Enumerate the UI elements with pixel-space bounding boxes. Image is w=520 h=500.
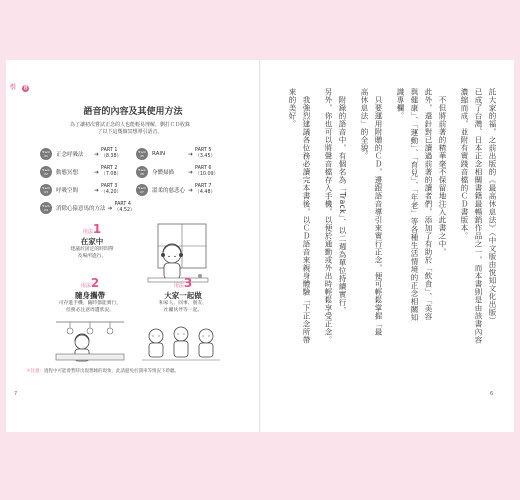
track-part: PART 2 （7.08）: [101, 166, 122, 177]
body-column: 濃縮而成，並附有實踐音檔的ＣＤ書版本。: [460, 88, 469, 240]
track-part: PART 1 （8.38）: [101, 148, 122, 159]
track-badge: Track 05: [136, 148, 148, 160]
track-name: 動態冥想: [56, 170, 79, 176]
track-row: [40, 200, 135, 216]
body-column: 我強烈建議各位務必讀完本書後，以ＣＤ語音來親身體驗「下正念所帶: [302, 96, 311, 344]
track-row: [136, 164, 218, 180]
track-name: 呼吸空間: [56, 188, 79, 194]
arrow-right-icon: ➜: [188, 168, 194, 176]
arrow-right-icon: ➜: [94, 150, 100, 158]
chapter-header: [10, 82, 29, 92]
usage-heading: 在家中: [80, 237, 104, 246]
usage-number: 2: [90, 276, 100, 290]
usage-desc: 可存進手機，隨時都能實行，: [58, 301, 122, 306]
usage-number: 3: [183, 276, 193, 290]
note-body: 過程中可能會暫時出現想睡的現象，此請避免於開車等情況下聆聽。: [44, 369, 179, 374]
note-label: ＊注意：: [26, 369, 44, 374]
track-badge: Track 06: [136, 166, 148, 178]
arrow-right-icon: ➜: [107, 204, 113, 212]
track-badge: Track 04: [40, 202, 52, 214]
usage-tag: 用法: [80, 283, 91, 289]
track-badge: Track 07: [136, 184, 148, 196]
intro-line-2: 了以下這幾個冥想導引語音。: [97, 129, 163, 135]
usage-desc: 但務必注意周遭狀況。: [66, 307, 114, 313]
chapter-label: 引: [10, 84, 17, 91]
left-page-number: 7: [14, 391, 18, 397]
track-badge: Track 01: [40, 148, 52, 160]
usage-block-2: [44, 276, 136, 314]
track-name: 正念呼吸法: [56, 152, 84, 158]
meditation-on-train-illustration: [50, 318, 130, 364]
usage-tag: 用法: [173, 283, 184, 289]
body-column: 高休息法」的全貌。: [360, 88, 369, 160]
body-column: 與健康」、「運動」、「育兒」、「年老」等各種生活情境的正念相關知: [410, 88, 419, 322]
track-part: PART 3 （4.20）: [101, 184, 122, 195]
arrow-right-icon: ➜: [188, 150, 194, 158]
note-text: [26, 368, 179, 374]
usage-heading: 隨身攜帶: [75, 291, 105, 300]
intro-text: [30, 122, 230, 136]
body-column: 託大家的福，之前出版的《最高休息法》（中文版由悅知文化出版）: [488, 88, 497, 325]
track-row: [40, 146, 121, 162]
track-badge: Track 02: [40, 166, 52, 178]
body-column: 已成了台灣、日本正念相關書籍最暢銷作品之一，而本書則是由該書內容: [474, 88, 483, 344]
track-part: PART 4 （4.52）: [114, 202, 135, 213]
track-row: [136, 146, 215, 162]
right-page-number: 6: [490, 391, 494, 397]
usage-block-1: [52, 222, 132, 260]
track-part: PART 5 （3.45）: [195, 148, 216, 159]
arrow-right-icon: ➜: [94, 186, 100, 194]
track-name: 消除心猿意馬的方法: [56, 206, 106, 212]
chapter-badge: 言: [23, 85, 29, 91]
track-name: 身體掃描: [152, 170, 175, 176]
group-meditation-illustration: [138, 318, 224, 364]
track-name: RAIN: [152, 151, 166, 157]
track-row: [40, 182, 121, 198]
track-part: PART 6 （10.09）: [195, 166, 219, 177]
track-row: [40, 164, 121, 180]
arrow-right-icon: ➜: [188, 186, 194, 194]
body-column: 此外，還針對已讀過前著的讀者們，添加了有助於「飲食」、「美容: [424, 88, 433, 321]
track-name: 溫柔的慈悲心: [152, 188, 186, 194]
usage-desc: 社團伙伴等一起。: [163, 307, 203, 313]
usage-block-3: [140, 276, 226, 314]
body-column: 附錄的語音中，有個名為「Track」、以二週為單位持續實行，: [338, 96, 347, 315]
usage-desc: 及場所進行。: [77, 253, 107, 259]
body-column: 另外，你也可以將聲音檔存入手機，以便於通勤或外出時輕鬆享受正念。: [324, 88, 333, 344]
section-title: 語音的內容及其使用方法: [83, 107, 183, 117]
usage-desc: 建議於固定的時間帶: [70, 247, 114, 252]
track-row: [136, 182, 215, 198]
usage-number: 1: [92, 222, 102, 236]
body-column: 只要運用附贈的ＣＤ，邊跟語音導引來實行正念，便可輕鬆掌握「最: [374, 96, 383, 336]
body-column: 識專欄。: [396, 88, 405, 120]
body-column: 不但將前著的精華毫不保留地注入此書之中，: [438, 96, 447, 256]
usage-desc: 和家人、同事、朋友、: [159, 301, 207, 306]
usage-tag: 用法: [82, 229, 93, 235]
arrow-right-icon: ➜: [94, 168, 100, 176]
intro-line-1: 為了讓初次嘗試正念的人也能輕易理解，劉打ＣＤ收錄: [69, 122, 190, 128]
usage-heading: 大家一起做: [164, 291, 202, 300]
body-column: 來的美好。: [288, 88, 297, 128]
track-badge: Track 03: [40, 184, 52, 196]
track-part: PART 7 （4.48）: [195, 184, 216, 195]
